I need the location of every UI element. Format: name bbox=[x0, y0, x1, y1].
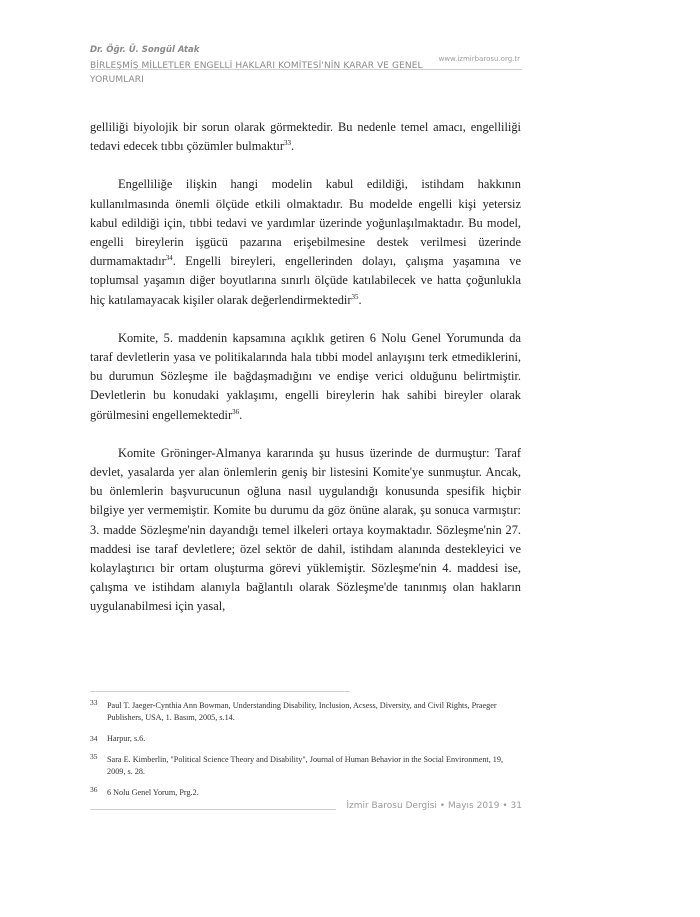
header-title: BİRLEŞMİŞ MİLLETLER ENGELLİ HAKLARI KOMİTESİ'NİN KARAR VE GENEL YORUMLARI bbox=[90, 61, 423, 85]
footnote-ref-33[interactable]: 33 bbox=[284, 139, 292, 148]
footnote-rule bbox=[90, 691, 350, 692]
footnotes bbox=[90, 700, 522, 808]
footnote-34 bbox=[90, 733, 522, 745]
footnote-ref-35[interactable]: 35 bbox=[351, 292, 359, 301]
footnote-text: 6 Nolu Genel Yorum, Prg.2. bbox=[107, 788, 199, 797]
footnote-text: Harpur, s.6. bbox=[107, 734, 146, 743]
header-author: Dr. Öğr. Ü. Songül Atak bbox=[90, 45, 200, 55]
paragraph-4: Komite Gröninger-Almanya kararında şu husus üzerinde de durmuştur: Taraf devlet, yasalarda yer alan önlemlerin geniş bir listesini Komite'ye sunmuştur. Ancak, bu önlemlerin başvurucunun oğluna nasıl uygulandığı konusunda spesifik hiçbir bilgiye yer vermemiştir. Komite bu durumu da göz önüne alarak, şu sonuca varmıştır: 3. madde Sözleşme'nin dayandığı temel ilkeleri ortaya koymaktadır. Sözleşme'nin 27. maddesi ise taraf devletlere; özel sektör de dahil, istihdam alanında destekleyici ve kolaylaştırıcı bir ortam oluşturma görevi yüklemiştir. Sözleşme'nin 4. maddesi ise, çalışma ve istihdam alanıyla bağlantılı olarak Sözleşme'de tanınmış olan hakların uygulanabilmesi için yasal, bbox=[90, 445, 521, 614]
footnote-text: Sara E. Kimberlin, "Political Science Theory and Disability", Journal of Human Behavior in the Social Environment, 19, 2009, s. 28. bbox=[107, 755, 504, 776]
footer-rule bbox=[90, 809, 336, 810]
footnote-number: 36 bbox=[90, 785, 98, 794]
footnote-36 bbox=[90, 787, 522, 799]
paragraph-2: Engelliliğe ilişkin hangi modelin kabul edildiği, istihdam hakkının kullanılmasında önemli ölçüde etkili olmaktadır. Bu modelde engelli kişi yetersiz kabul edildiği için, tıbbi tedavi ve yardımlar üzerinde yoğunlaşılmaktadır. Bu model, engelli bireylerin işgücü pazarına erişebilmesine destek verilmesi üzerinde durmamaktadır$^{34}$. Engelli bireyleri, engellerinden dolayı, çalışma yaşamına ve toplumsal yaşamın diğer boyutlarına sınırlı ölçüde katılabilecek ve hatta çoğunlukla hiç katılamayacak kişiler olarak değerlendirmektedir$^{35}$. bbox=[90, 177, 521, 307]
footnote-number: 35 bbox=[90, 752, 98, 761]
body-text bbox=[90, 118, 521, 617]
header-url[interactable]: www.izmirbarosu.org.tr bbox=[438, 55, 520, 63]
footnote-35 bbox=[90, 754, 522, 778]
footnote-ref-34[interactable]: 34 bbox=[165, 254, 173, 263]
paragraph-1: gelliliği biyolojik bir sorun olarak görmektedir. Bu nedenle temel amacı, engelliliği tedavi edecek tıbbı çözümler bulmaktır$^{33}$. bbox=[90, 120, 521, 154]
header-rule bbox=[90, 69, 522, 70]
footer-journal: İzmir Barosu Dergisi • Mayıs 2019 • 31 bbox=[346, 801, 522, 811]
paragraph-3: Komite, 5. maddenin kapsamına açıklık getiren 6 Nolu Genel Yorumunda da taraf devletlerin yasa ve politikalarında hala tıbbi model anlayışını terk etmediklerini, bu durumun Sözleşme ile bağdaşmadığını ve endişe verici olduğunu belirtmiştir. Devletlerin bu konudaki yaklaşımı, engelli bireylerin hak sahibi bireyler olarak görülmesini engellemektedir$^{36}$. bbox=[90, 330, 521, 422]
footnote-text: Paul T. Jaeger-Cynthia Ann Bowman, Understanding Disability, Inclusion, Acsess, Diversity, and Civil Rights, Praeger Publishers, USA, 1. Basım, 2005, s.14. bbox=[107, 701, 497, 722]
footnote-33 bbox=[90, 700, 522, 724]
footnote-number: 34 bbox=[90, 734, 98, 743]
footnote-number: 33 bbox=[90, 698, 98, 707]
footnote-ref-36[interactable]: 36 bbox=[232, 407, 240, 416]
